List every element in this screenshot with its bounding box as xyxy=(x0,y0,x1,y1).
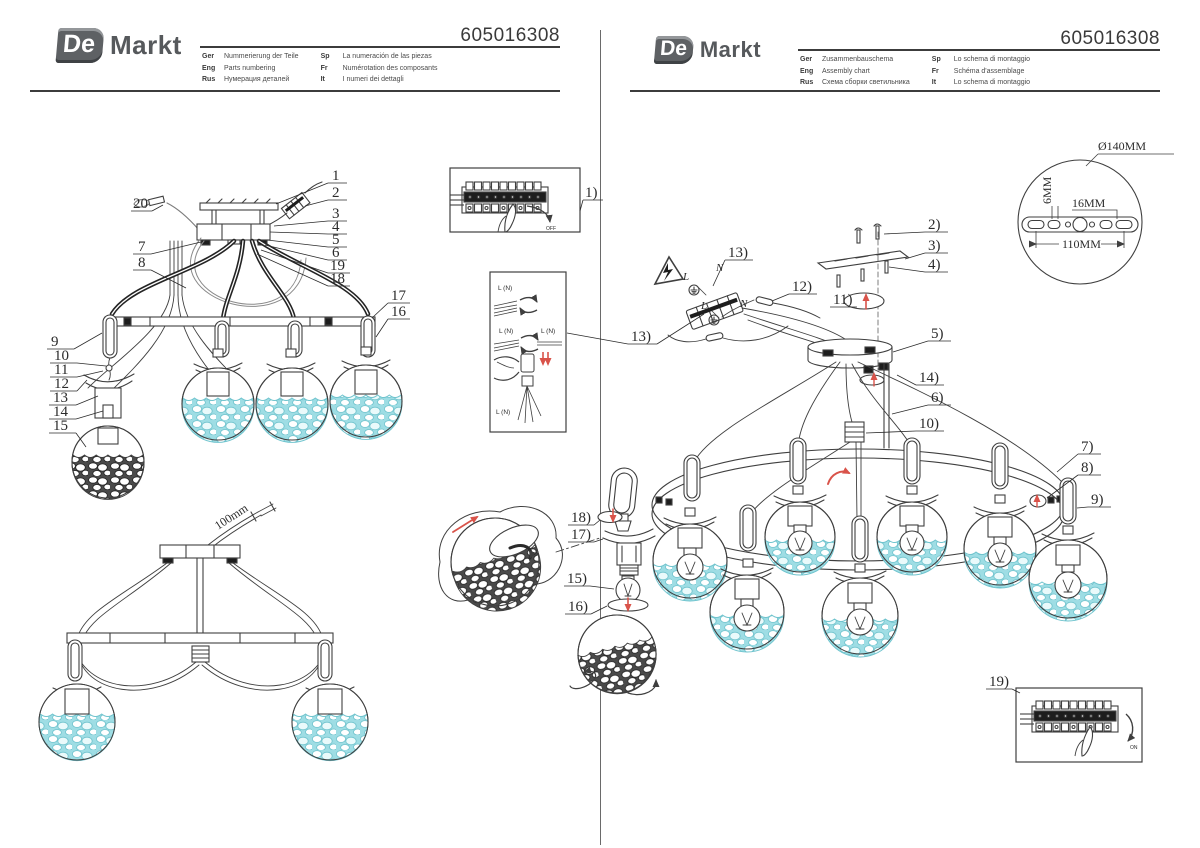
step-7: 7) xyxy=(1081,439,1094,455)
step-10: 10) xyxy=(919,416,939,432)
callout-13: 13 xyxy=(53,390,68,406)
step-13b: 13) xyxy=(631,329,651,345)
lang-text: La numeración de las piezas xyxy=(342,53,432,60)
callout-15: 15 xyxy=(53,418,68,434)
lang-text: Нумерация деталей xyxy=(224,76,290,83)
neutral-label: N xyxy=(740,298,748,310)
step-19: 19) xyxy=(989,674,1009,690)
step-13a: 13) xyxy=(728,245,748,261)
line-label: L xyxy=(683,271,690,283)
step-3: 3) xyxy=(928,238,941,254)
lang-code: Rus xyxy=(800,79,814,86)
callout-9: 9 xyxy=(51,334,59,350)
callout-5: 5 xyxy=(332,232,340,248)
inset-switch-off xyxy=(450,168,580,232)
callout-4: 4 xyxy=(332,219,340,235)
lang-text: Lo schema di montaggio xyxy=(953,56,1031,63)
callout-3: 3 xyxy=(332,206,340,222)
logo-de-text: De xyxy=(659,37,688,60)
step-17: 17) xyxy=(571,527,591,543)
wire-label: L (N) xyxy=(498,285,513,292)
lang-code: Fr xyxy=(320,64,328,72)
right-assembly-diagram xyxy=(652,224,1107,657)
step-9: 9) xyxy=(1091,492,1104,508)
dim-140: Ø140MM xyxy=(1098,139,1147,153)
left-upper-diagram xyxy=(72,182,402,499)
lang-code: Eng xyxy=(202,64,216,72)
wire-label: L (N) xyxy=(541,328,556,335)
lang-code: It xyxy=(931,79,937,86)
callout-16: 16 xyxy=(391,304,406,320)
product-number: 605016308 xyxy=(460,25,560,46)
callout-2: 2 xyxy=(332,185,340,201)
step-18: 18) xyxy=(571,510,591,526)
lang-code: Fr xyxy=(931,67,939,75)
strip-length-label: 100mm xyxy=(212,500,251,533)
product-number: 605016308 xyxy=(1060,28,1160,49)
dim-6: 6MM xyxy=(1040,176,1054,204)
callout-19: 19 xyxy=(330,258,345,274)
wire-label: L (N) xyxy=(496,409,511,416)
lang-text: Nummerierung der Teile xyxy=(224,53,299,60)
step-5: 5) xyxy=(931,326,944,342)
lang-text: I numeri dei dettagli xyxy=(342,76,404,83)
step-6: 6) xyxy=(931,390,944,406)
step-14: 14) xyxy=(919,370,939,386)
logo-markt-text: Markt xyxy=(699,37,762,62)
lang-text: Lo schema di montaggio xyxy=(953,79,1031,86)
left-lower-diagram xyxy=(39,502,368,761)
callout-11: 11 xyxy=(54,362,69,378)
wire-label: L (N) xyxy=(499,328,514,335)
callout-14: 14 xyxy=(53,404,68,420)
lang-code: Eng xyxy=(800,67,814,75)
callout-6: 6 xyxy=(332,245,340,261)
step-11: 11) xyxy=(833,292,853,308)
on-label: ON xyxy=(1130,745,1138,751)
lang-code: Sp xyxy=(320,53,330,60)
lang-code: Rus xyxy=(202,76,216,83)
lang-text: Schéma d'assemblage xyxy=(953,67,1025,75)
callout-inset-1: 1) xyxy=(585,185,598,201)
lang-code: It xyxy=(320,76,325,83)
dim-16: 16MM xyxy=(1072,196,1106,210)
step-8: 8) xyxy=(1081,460,1094,476)
callout-10: 10 xyxy=(54,348,69,364)
pendant-globes xyxy=(653,438,1107,657)
step-4: 4) xyxy=(928,257,941,273)
inset-switch-on xyxy=(1016,688,1142,762)
callout-1: 1 xyxy=(332,168,340,184)
callout-12: 12 xyxy=(54,376,69,392)
logo-markt-text: Markt xyxy=(109,30,182,60)
callout-20: 20 xyxy=(133,196,148,212)
lang-text: Parts numbering xyxy=(224,64,276,72)
step-15: 15) xyxy=(567,571,587,587)
screw xyxy=(855,224,881,243)
step-12: 12) xyxy=(792,279,812,295)
off-label: OFF xyxy=(546,226,556,232)
callout-18: 18 xyxy=(330,271,345,287)
step-2: 2) xyxy=(928,217,941,233)
logo-de-text: De xyxy=(61,30,97,58)
lang-code: Ger xyxy=(202,53,215,60)
lang-text: Схема сборки светильника xyxy=(822,79,910,86)
line-label: L xyxy=(701,300,708,312)
socket-exploded-view xyxy=(439,467,665,702)
neutral-label: N xyxy=(716,262,724,274)
lang-text: Numérotation des composants xyxy=(342,64,438,72)
lang-text: Zusammenbauschema xyxy=(822,56,894,63)
terminal-block xyxy=(686,292,744,329)
lang-code: Ger xyxy=(800,56,813,63)
callout-17: 17 xyxy=(391,288,406,304)
lang-code: Sp xyxy=(931,56,941,63)
dim-110: 110MM xyxy=(1062,237,1101,251)
callout-8: 8 xyxy=(138,255,146,271)
callout-7: 7 xyxy=(138,239,146,255)
warning-triangle-icon xyxy=(655,257,683,284)
step-16: 16) xyxy=(568,599,588,615)
bracket-detail-circle xyxy=(1018,154,1174,284)
lang-text: Assembly chart xyxy=(822,67,870,75)
inset-wiring xyxy=(490,272,566,432)
